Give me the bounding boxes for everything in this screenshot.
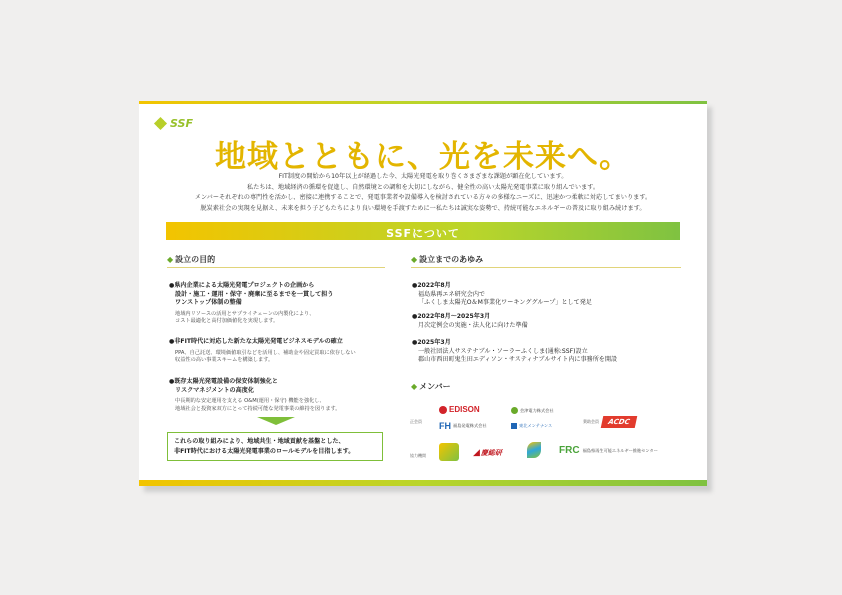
bottom-gradient-bar [139, 480, 707, 486]
purpose-title-line: リスクマネジメントの高度化 [175, 386, 254, 394]
support-member-label: 賛助会員 [583, 419, 599, 424]
partner-swirl-logo [527, 442, 541, 458]
purpose-desc-line: 収益性の高い事業スキームを構築します。 [175, 357, 274, 364]
top-gradient-bar [139, 101, 707, 104]
diamond-bullet-icon: ◆ [167, 255, 174, 264]
frc-text: FRC [559, 445, 580, 456]
about-bar [166, 222, 680, 240]
history-date: ●2025年3月 [412, 339, 451, 346]
purpose-heading [167, 254, 215, 265]
history-heading [411, 254, 483, 265]
fukushima-hatsuden-logo [439, 421, 487, 431]
divider [167, 267, 385, 268]
partner-emblem-icon [439, 443, 459, 461]
maintenance-text: 東北メンテナンス [519, 423, 553, 428]
diamond-bullet-icon: ◆ [411, 382, 418, 391]
swirl-icon [527, 442, 541, 458]
history-item [412, 313, 682, 330]
purpose-title-line: 設計・施工・運用・保守・廃棄に至るまでを一貫して担う [175, 290, 334, 298]
purpose-callout [167, 432, 383, 461]
intro-line: FIT制度の開始から10年以上が経過した今、太陽光発電を取り巻くさまざまな課題が顕在化しています。 [278, 173, 568, 180]
about-bar-label: SSFについて [386, 227, 460, 240]
partner-label: 協力機関 [410, 453, 426, 458]
history-desc-line: 月次定例会の実施・法人化に向けた準備 [418, 321, 528, 329]
logo-text: SSF [170, 117, 193, 130]
fh-mark-icon: FH [439, 421, 451, 431]
frc-sub-text: 福島県再生可能エネルギー推進センター [582, 447, 658, 453]
edison-text: EDISON [449, 405, 480, 414]
intro-line: メンバーそれぞれの専門性を活かし、密接に連携することで、発電事業者や設備導入を検討されている方々の多様なニーズに、迅速かつ柔軟に対応してまいります。 [194, 194, 652, 201]
purpose-desc-line: PPA、自己託送、環境価値取引などを活用し、補助金や固定買取に依存しない [175, 349, 356, 356]
history-date: ●2022年8月～2025年3月 [412, 313, 491, 320]
edison-logo [439, 405, 480, 414]
full-member-label: 正会員 [410, 419, 422, 424]
jemco-logo [473, 448, 502, 458]
divider [411, 267, 681, 268]
frc-logo [559, 445, 658, 456]
purpose-item [169, 378, 399, 413]
edison-mark-icon [439, 406, 447, 414]
history-item [412, 339, 682, 365]
fukushima-hatsuden-text: 福島発電株式会社 [453, 423, 487, 428]
purpose-title-line: ワンストップ体制の整備 [175, 299, 242, 307]
purpose-desc-line: 地域社会と投資家双方にとって持続可能な発電事業の維持を図ります。 [175, 405, 341, 412]
diamond-bullet-icon: ◆ [411, 255, 418, 264]
poster-panel [139, 101, 707, 486]
history-heading-text: 設立までのあゆみ [419, 255, 484, 264]
members-heading-text: メンバー [419, 382, 451, 391]
intro-line: 私たちは、地域経済の循環を促進し、自然環境との調和を大切にしながら、健全性の高い太陽光発電事業に取り組んでいます。 [246, 183, 600, 191]
down-arrow-icon [257, 417, 295, 425]
history-desc-line: 郡山市西田町鬼生田エディソン・サスティナブルサイト内に事務所を開設 [418, 356, 618, 364]
partner-org-logo [439, 443, 459, 461]
aizu-mark-icon [511, 407, 518, 414]
diamond-icon [155, 118, 167, 130]
members-heading [411, 381, 451, 392]
history-item [412, 282, 682, 308]
history-date: ●2022年8月 [412, 282, 451, 289]
purpose-title-line: ●既存太陽光発電設備の保安体制強化と [169, 378, 278, 385]
aizu-text: 会津電力株式会社 [520, 407, 554, 413]
jemco-text: 慶総研 [480, 450, 502, 457]
purpose-desc-line: コスト最適化と高付加価値化を実現します。 [175, 318, 279, 325]
purpose-desc-line: 地域内リソースの活用とサプライチェーンの内製化により、 [175, 310, 315, 317]
purpose-desc-line: 中長期的な安定運用を支える O&M(運用・保守) 機能を強化し、 [175, 398, 325, 405]
purpose-item [169, 282, 399, 326]
history-desc-line: 「ふくしま太陽光O＆M事業化ワーキンググループ」として発足 [418, 299, 592, 307]
callout-line: 非FIT時代における太陽光発電事業のロールモデルを目指します。 [174, 447, 355, 455]
purpose-item [169, 338, 399, 365]
purpose-heading-text: 設立の目的 [175, 255, 216, 264]
history-desc-line: 一般社団法人サステナブル・ソーラーふくしま(通称:SSF)設立 [418, 347, 588, 355]
purpose-title-line: ●非FIT時代に対応した新たな太陽光発電ビジネスモデルの確立 [169, 338, 343, 345]
jemco-mark-icon: ◢ [473, 448, 480, 458]
intro-line: 脱炭素社会の実現を見据え、未来を担う子どもたちにより良い環境を手渡すために一私たちは誠実な姿勢で、持続可能なエネルギーの普及に取り組み続けます。 [200, 204, 646, 212]
maintenance-mark-icon [511, 423, 517, 429]
aizu-logo [511, 407, 554, 414]
maintenance-logo [511, 423, 552, 429]
history-desc-line: 福島県再エネ研究会内で [418, 290, 486, 298]
purpose-title-line: ●県内企業による太陽光発電プロジェクトの企画から [169, 282, 315, 289]
intro-text [159, 172, 687, 214]
acdc-logo: ACDC [601, 416, 638, 428]
callout-line: これらの取り組みにより、地域共生・地域貢献を基盤とした、 [174, 438, 345, 445]
ssf-logo [155, 117, 193, 130]
headline: 地域とともに、光を未来へ。 [215, 139, 631, 175]
